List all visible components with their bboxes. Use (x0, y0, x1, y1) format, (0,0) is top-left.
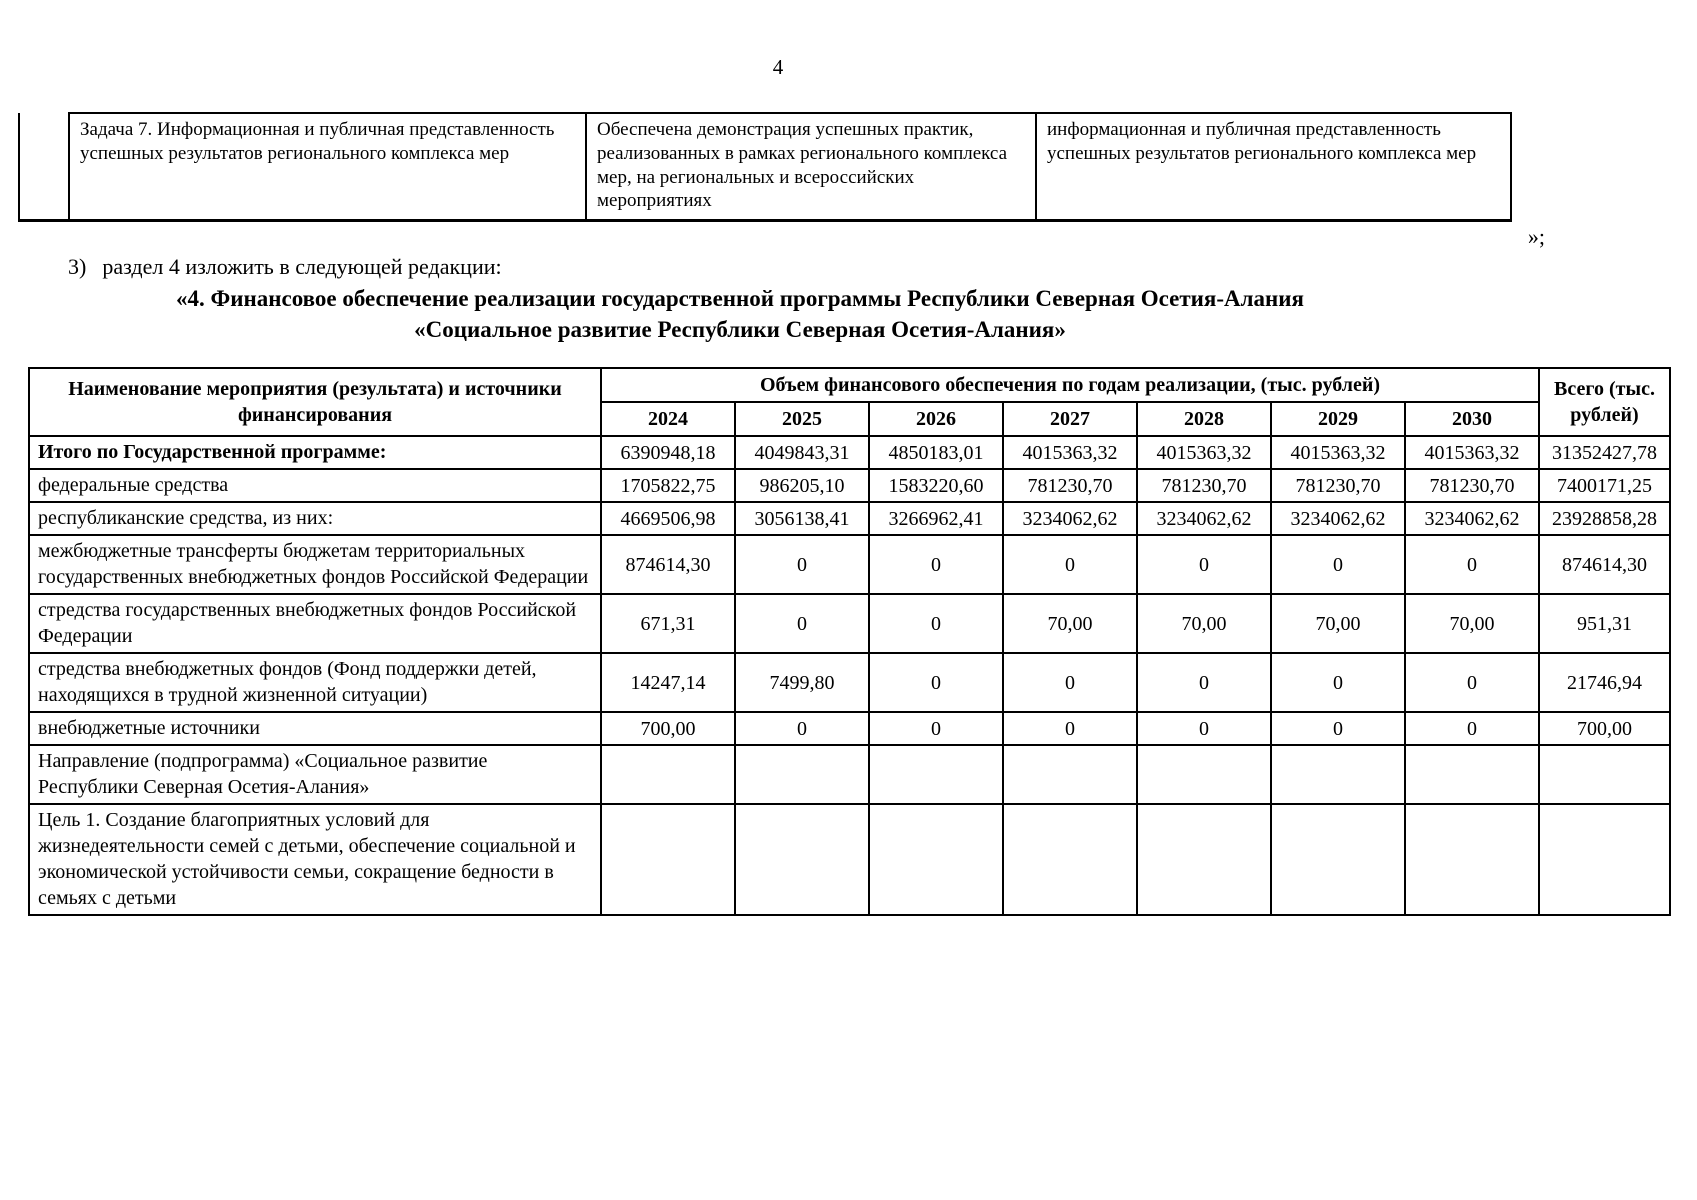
table-row (29, 502, 1670, 535)
row-value: 3266962,41 (869, 502, 1003, 535)
row-value (601, 745, 735, 804)
name-column-header: Наименование мероприятия (результата) и источники финансирования (29, 368, 601, 436)
volume-group-header: Объем финансового обеспечения по годам реализации, (тыс. рублей) (601, 368, 1539, 402)
row-value (1271, 804, 1405, 915)
row-value: 0 (869, 712, 1003, 745)
row-value (1405, 745, 1539, 804)
row-value (1271, 745, 1405, 804)
table-row (29, 469, 1670, 502)
row-value: 6390948,18 (601, 436, 735, 469)
row-value: 21746,94 (1539, 653, 1670, 712)
table-row (29, 804, 1670, 915)
row-value: 7400171,25 (1539, 469, 1670, 502)
year-column-header: 2024 (601, 402, 735, 436)
row-value: 0 (1137, 712, 1271, 745)
row-value (1405, 804, 1539, 915)
row-value: 671,31 (601, 594, 735, 653)
row-value (735, 745, 869, 804)
row-value: 781230,70 (1137, 469, 1271, 502)
year-column-header: 2028 (1137, 402, 1271, 436)
row-value: 700,00 (1539, 712, 1670, 745)
row-value (601, 804, 735, 915)
indicator-cell: информационная и публичная представленность успешных результатов регионального комплекса мер (1036, 113, 1511, 221)
table-row (29, 653, 1670, 712)
table-row (29, 594, 1670, 653)
row-value: 4015363,32 (1003, 436, 1137, 469)
row-label: внебюджетные источники (29, 712, 601, 745)
row-value (1539, 745, 1670, 804)
row-value: 0 (869, 594, 1003, 653)
fragment-table (18, 112, 1512, 222)
row-label: республиканские средства, из них: (29, 502, 601, 535)
year-column-header: 2029 (1271, 402, 1405, 436)
row-value: 781230,70 (1003, 469, 1137, 502)
year-column-header: 2030 (1405, 402, 1539, 436)
row-value (869, 745, 1003, 804)
heading-line-1: «4. Финансовое обеспечение реализации государственной программы Республики Северная Осетия-Алания (175, 286, 1304, 311)
row-value (1003, 804, 1137, 915)
row-value: 4850183,01 (869, 436, 1003, 469)
row-value: 4015363,32 (1271, 436, 1405, 469)
row-value: 0 (1405, 535, 1539, 594)
closing-quote-mark: »; (1527, 224, 1545, 249)
item-number: 3) (68, 254, 87, 279)
row-value: 781230,70 (1405, 469, 1539, 502)
table-row (29, 745, 1670, 804)
row-value: 3234062,62 (1003, 502, 1137, 535)
row-value: 7499,80 (735, 653, 869, 712)
heading-line-2: «Социальное развитие Республики Северная Осетия-Алания» (414, 317, 1066, 343)
row-value (869, 804, 1003, 915)
row-value: 0 (735, 535, 869, 594)
row-value: 0 (1271, 712, 1405, 745)
row-label: Итого по Государственной программе: (29, 436, 601, 469)
row-value: 0 (735, 594, 869, 653)
row-value: 70,00 (1405, 594, 1539, 653)
row-value: 0 (735, 712, 869, 745)
row-value: 23928858,28 (1539, 502, 1670, 535)
row-value: 874614,30 (1539, 535, 1670, 594)
fragment-spacer-cell (19, 113, 69, 221)
row-value: 0 (1003, 712, 1137, 745)
row-label: Направление (подпрограмма) «Социальное развитие Республики Северная Осетия-Алания» (29, 745, 601, 804)
row-value: 70,00 (1003, 594, 1137, 653)
row-value: 0 (1271, 653, 1405, 712)
row-value: 70,00 (1137, 594, 1271, 653)
row-label: стредства внебюджетных фондов (Фонд поддержки детей, находящихся в трудной жизненной ситуации) (29, 653, 601, 712)
year-column-header: 2025 (735, 402, 869, 436)
page-number: 4 (772, 55, 784, 79)
row-label: межбюджетные трансферты бюджетам территориальных государственных внебюджетных фондов Российской Федерации (29, 535, 601, 594)
row-value: 3234062,62 (1405, 502, 1539, 535)
table-row (29, 436, 1670, 469)
table-row (29, 535, 1670, 594)
row-value: 986205,10 (735, 469, 869, 502)
year-column-header: 2027 (1003, 402, 1137, 436)
fragment-row (19, 113, 1511, 221)
list-item-3 (68, 254, 1697, 280)
row-value: 0 (1137, 535, 1271, 594)
row-value: 0 (1003, 535, 1137, 594)
row-label: федеральные средства (29, 469, 601, 502)
row-label: стредства государственных внебюджетных фондов Российской Федерации (29, 594, 601, 653)
row-value: 1705822,75 (601, 469, 735, 502)
row-value: 3056138,41 (735, 502, 869, 535)
table-row (29, 712, 1670, 745)
finance-table (28, 367, 1671, 916)
row-label: Цель 1. Создание благоприятных условий для жизнедеятельности семей с детьми, обеспечение социальной и экономической устойчивости семьи, сокращение бедности в семьях с детьми (29, 804, 601, 915)
row-value: 0 (869, 535, 1003, 594)
row-value: 4015363,32 (1405, 436, 1539, 469)
row-value: 3234062,62 (1271, 502, 1405, 535)
result-cell: Обеспечена демонстрация успешных практик, реализованных в рамках регионального комплекса мер, на региональных и всероссийских мероприятиях (586, 113, 1036, 221)
row-value: 4015363,32 (1137, 436, 1271, 469)
row-value: 874614,30 (601, 535, 735, 594)
year-column-header: 2026 (869, 402, 1003, 436)
row-value: 0 (1405, 712, 1539, 745)
row-value (1003, 745, 1137, 804)
row-value: 31352427,78 (1539, 436, 1670, 469)
row-value: 1583220,60 (869, 469, 1003, 502)
row-value: 0 (1137, 653, 1271, 712)
task-cell: Задача 7. Информационная и публичная представленность успешных результатов регионального комплекса мер (69, 113, 586, 221)
row-value: 14247,14 (601, 653, 735, 712)
row-value: 0 (1405, 653, 1539, 712)
row-value (1137, 804, 1271, 915)
row-value: 0 (1271, 535, 1405, 594)
row-value (1137, 745, 1271, 804)
row-value: 951,31 (1539, 594, 1670, 653)
row-value (735, 804, 869, 915)
row-value (1539, 804, 1670, 915)
row-value: 70,00 (1271, 594, 1405, 653)
row-value: 3234062,62 (1137, 502, 1271, 535)
row-value: 0 (1003, 653, 1137, 712)
row-value: 0 (869, 653, 1003, 712)
row-value: 4049843,31 (735, 436, 869, 469)
header-row-1 (29, 368, 1670, 402)
section-heading (0, 283, 1480, 345)
row-value: 700,00 (601, 712, 735, 745)
row-value: 781230,70 (1271, 469, 1405, 502)
row-value: 4669506,98 (601, 502, 735, 535)
item-text: раздел 4 изложить в следующей редакции: (102, 254, 502, 279)
main-table-body (29, 436, 1670, 915)
total-column-header: Всего (тыс. рублей) (1539, 368, 1670, 436)
